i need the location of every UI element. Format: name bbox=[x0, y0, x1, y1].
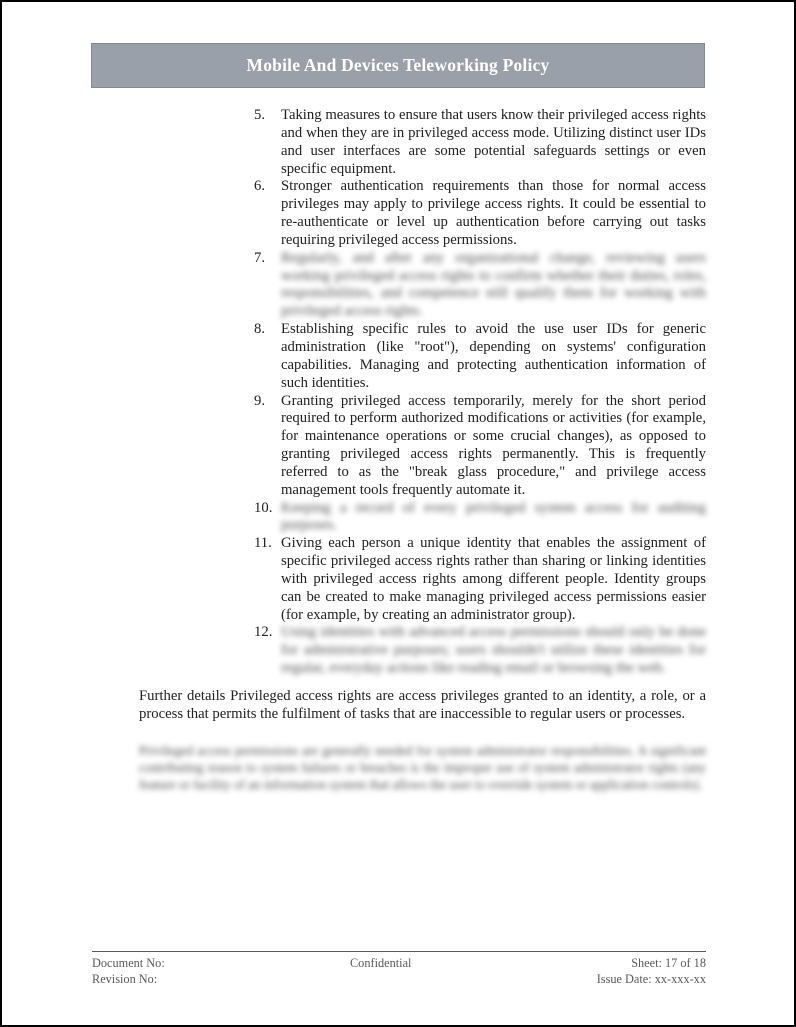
list-item-number: 5. bbox=[254, 107, 266, 123]
list-item bbox=[254, 250, 706, 321]
document-title: Mobile And Devices Teleworking Policy bbox=[246, 55, 550, 75]
revision-no-label: Revision No: bbox=[92, 972, 158, 986]
list-item-text-redacted: Keeping a record of every privileged system access for auditing purposes. bbox=[281, 499, 706, 534]
document-header-banner bbox=[91, 43, 705, 88]
list-item-text: Granting privileged access temporarily, merely for the short period required to perform authorized modifications or activities (for example, for maintenance operations or some crucial changes), as opposed to granting privileged access rights permanently. This is frequently referred to as the "break glass procedure," and privilege access management tools frequently automate it. bbox=[281, 392, 706, 498]
list-item-text: Taking measures to ensure that users know their privileged access rights and when they are in privileged access mode. Utilizing distinct user IDs and user interfaces are some potential safeguards settings or even specific equipment. bbox=[281, 107, 706, 177]
footer-left bbox=[92, 955, 165, 987]
list-item-text-redacted: Regularly, and after any organizational change, reviewing users working privileged access rights to confirm whether their duties, roles, responsibilities, and competence still qualify them for working with privileged access rights. bbox=[281, 249, 706, 320]
list-item bbox=[254, 321, 706, 392]
list-item-number: 6. bbox=[254, 178, 266, 195]
list-item-text: Giving each person a unique identity that enables the assignment of specific privileged access rights rather than sharing or linking identities with privileged access rights among different people. Identity groups can be created to make managing privileged access permissions easier (for example, by creating an administrator group). bbox=[281, 535, 706, 623]
page-footer bbox=[92, 951, 706, 987]
list-item-number: 12. bbox=[254, 624, 273, 641]
list-item-text: Establishing specific rules to avoid the use user IDs for generic administration (like "root"), depending on systems' configuration capabilities. Managing and protecting authentication information of such identities. bbox=[281, 321, 706, 391]
list-item bbox=[254, 178, 706, 249]
list-item bbox=[254, 393, 706, 500]
footer-right bbox=[597, 955, 706, 987]
further-details-paragraph: Further details Privileged access rights are access privileges granted to an identity, a role, or a process that permits the fulfilment of tasks that are inaccessible to regular users or processes. bbox=[139, 688, 706, 723]
list-item-number: 9. bbox=[254, 392, 266, 409]
list-item-number: 10. bbox=[254, 499, 273, 516]
sheet-number: Sheet: 17 of 18 bbox=[631, 956, 706, 970]
numbered-list bbox=[254, 107, 706, 678]
privileged-access-paragraph-redacted: Privileged access permissions are generally needed for system administrator responsibilities. A significant contributing reason to system failures or breaches is the improper use of system administrator rights (any feature or facility of an information system that allows the user to override system or application controls). bbox=[139, 743, 706, 793]
list-item bbox=[254, 107, 706, 178]
footer-center bbox=[350, 955, 411, 987]
list-item bbox=[254, 535, 706, 624]
list-item bbox=[254, 500, 706, 536]
list-item-number: 8. bbox=[254, 321, 266, 338]
list-item-text: Stronger authentication requirements than those for normal access privileges may apply to privilege access rights. It could be essential to re-authenticate or level up authentication before carrying out tasks requiring privileged access permissions. bbox=[281, 178, 706, 248]
document-no-label: Document No: bbox=[92, 956, 165, 970]
issue-date: Issue Date: xx-xxx-xx bbox=[596, 972, 706, 986]
list-item-number: 7. bbox=[254, 249, 266, 266]
list-item-text-redacted: Using identities with advanced access permissions should only be done for administrative purposes; users shouldn't utilize these identities for regular, everyday actions like reading email or browsing the web. bbox=[281, 624, 706, 677]
confidential-label: Confidential bbox=[349, 956, 412, 970]
list-item bbox=[254, 624, 706, 678]
list-item-number: 11. bbox=[254, 535, 272, 552]
